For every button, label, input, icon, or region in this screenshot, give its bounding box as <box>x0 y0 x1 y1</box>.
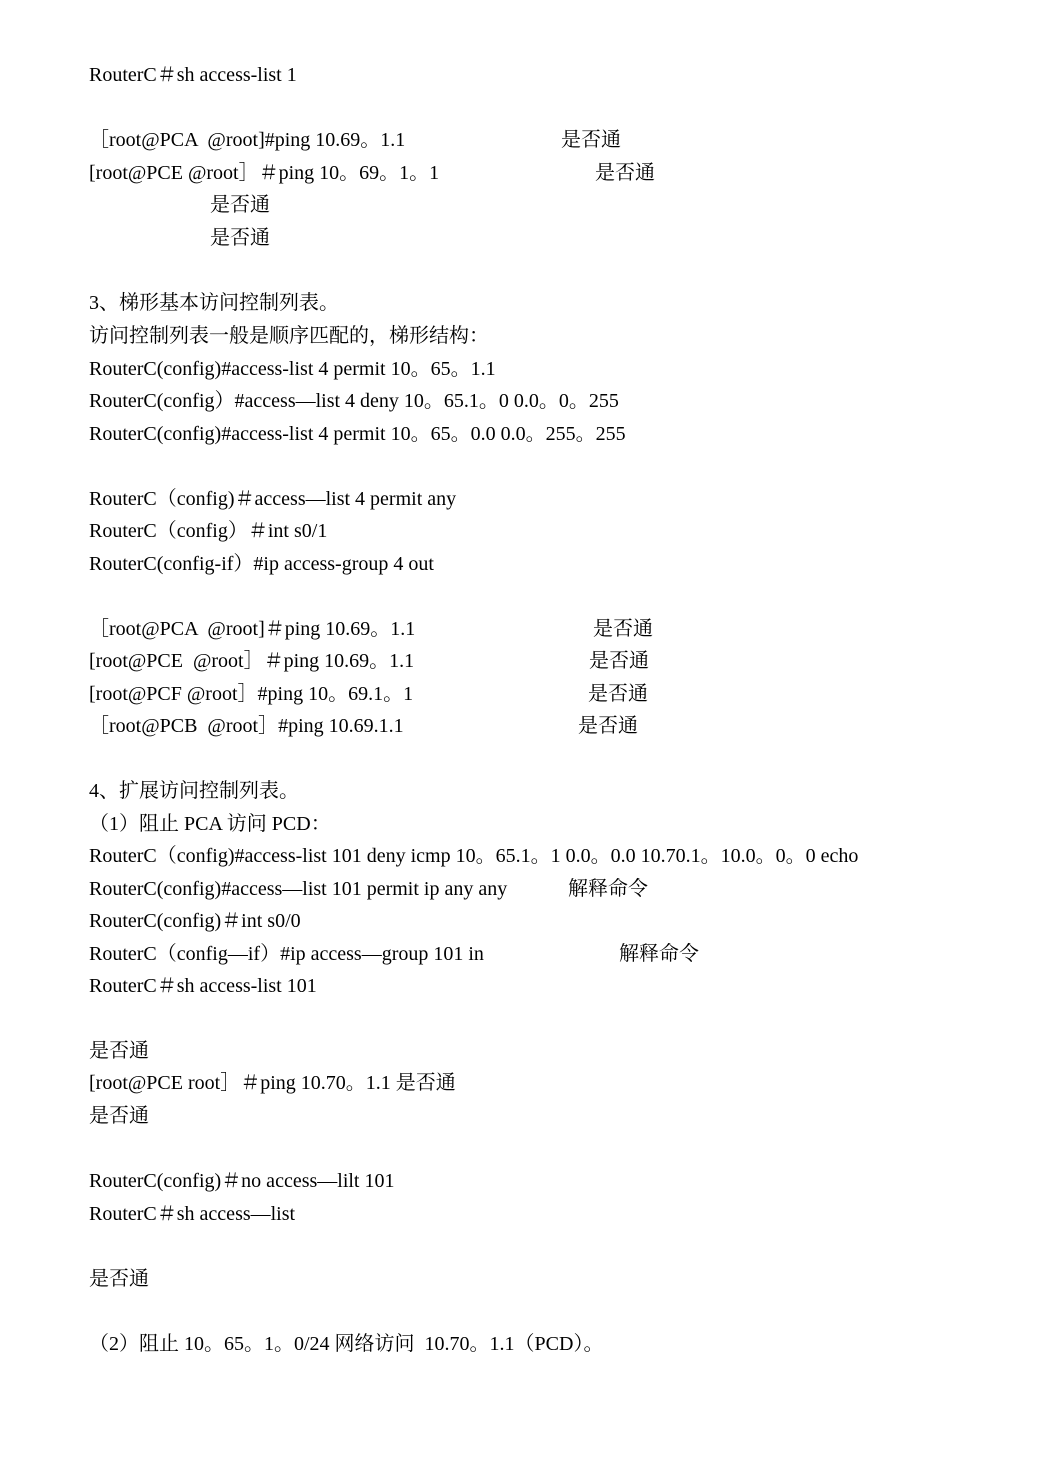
section-heading: 4、扩展访问控制列表。 <box>89 780 299 802</box>
text-line: RouterC（config—if）#ip access—group 101 in <box>89 943 484 965</box>
text-line: RouterC(config）#access—list 4 deny 10。65.1。0 0.0。0。255 <box>89 390 619 412</box>
text-line: 访问控制列表一般是顺序匹配的，梯形结构： <box>89 325 489 347</box>
annotation-note: 是否通 <box>595 162 655 184</box>
text-line: [root@PCE root］＃ping 10.70。1.1 是否通 <box>89 1072 456 1094</box>
text-line: RouterC(config)#access-list 4 permit 10。65。0.0 0.0。255。255 <box>89 423 626 445</box>
text-line: RouterC（config)#access-list 101 deny icmp 10。65.1。1 0.0。0.0 10.70.1。10.0。0。0 echo <box>89 845 859 867</box>
text-line: （1）阻止 PCA 访问 PCD： <box>89 813 331 835</box>
text-line: RouterC(config)＃int s0/0 <box>89 910 301 932</box>
text-line: RouterC＃sh access-list 101 <box>89 975 317 997</box>
text-line: RouterC(config)#access—list 101 permit ip any any <box>89 878 508 900</box>
text-line: ［root@PCA @root]＃ping 10.69。1.1 <box>89 618 416 640</box>
text-line: 是否通 <box>210 194 270 216</box>
text-line: RouterC(config)#access-list 4 permit 10。65。1.1 <box>89 358 496 380</box>
text-line: RouterC(config)＃no access—lilt 101 <box>89 1170 395 1192</box>
text-line: RouterC(config-if）#ip access-group 4 out <box>89 553 434 575</box>
annotation-note: 解释命令 <box>619 943 699 965</box>
text-line: [root@PCE @root］＃ping 10.69。1.1 <box>89 650 415 672</box>
annotation-note: 是否通 <box>593 618 653 640</box>
text-line: 是否通 <box>89 1268 149 1290</box>
text-line: 是否通 <box>89 1040 149 1062</box>
text-line: RouterC＃sh access-list 1 <box>89 64 297 86</box>
text-line: 是否通 <box>89 1105 149 1127</box>
section-heading: 3、梯形基本访问控制列表。 <box>89 292 339 314</box>
annotation-note: 是否通 <box>561 129 621 151</box>
annotation-note: 是否通 <box>589 650 649 672</box>
text-line: [root@PCF @root］#ping 10。69.1。1 <box>89 683 414 705</box>
text-line: ［root@PCB @root］#ping 10.69.1.1 <box>89 715 404 737</box>
annotation-note: 解释命令 <box>568 878 648 900</box>
text-line: （2）阻止 10。65。1。0/24 网络访问 10.70。1.1（PCD）。 <box>89 1333 604 1355</box>
text-line: 是否通 <box>210 227 270 249</box>
annotation-note: 是否通 <box>588 683 648 705</box>
text-line: RouterC（config)＃access—list 4 permit any <box>89 488 457 510</box>
text-line: RouterC（config）＃int s0/1 <box>89 520 328 542</box>
annotation-note: 是否通 <box>578 715 638 737</box>
text-line: [root@PCE @root］＃ping 10。69。1。1 <box>89 162 440 184</box>
text-line: RouterC＃sh access—list <box>89 1203 296 1225</box>
text-line: ［root@PCA @root]#ping 10.69。1.1 <box>89 129 406 151</box>
